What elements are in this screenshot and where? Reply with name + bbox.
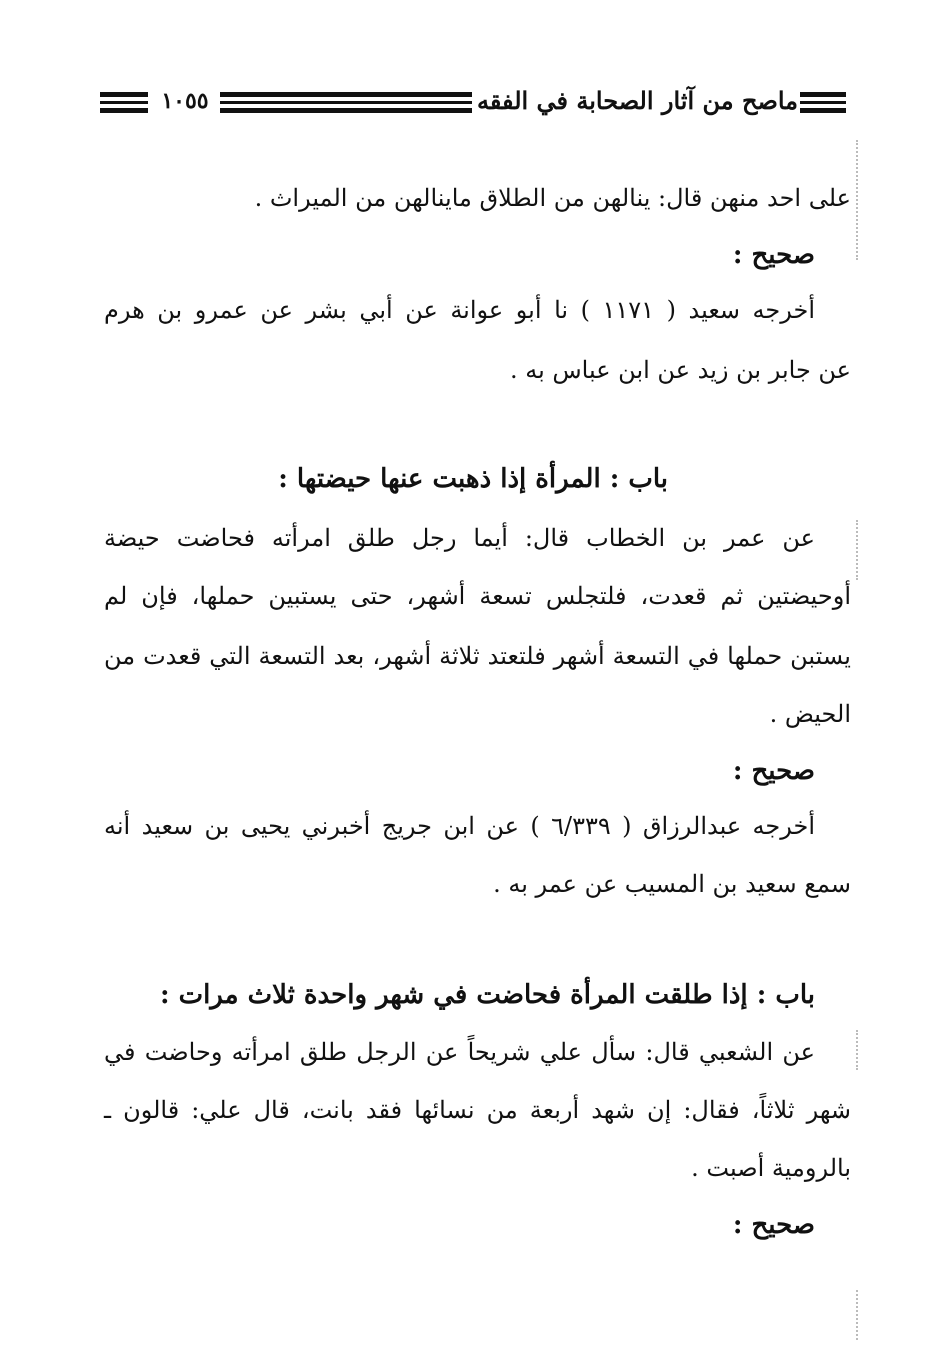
margin-marks [854, 1290, 858, 1340]
section-title: باب : إذا طلقت المرأة فحاضت في شهر واحدة ثلاث مرات : [159, 980, 815, 1010]
section-title: باب : المرأة إذا ذهبت عنها حيضتها : [278, 464, 668, 494]
text-line: على احد منهن قال: يناله‍ن من الطلاق ماينالهن من الميراث . [254, 184, 851, 212]
page-number: ١٠٥٥ [161, 88, 209, 114]
margin-marks [854, 520, 858, 580]
text-line: الحيض . [769, 700, 851, 728]
text-line: عن الشعبي قال: سأل علي شريحاً عن الرجل طلق امرأته وحاضت في [104, 1038, 815, 1066]
text-line: يستبن حملها في التسعة أشهر فلتعتد ثلاثة أشهر، بعد التسعة التي قعدت من [104, 642, 851, 670]
text-line: عن عمر بن الخطاب قال: أيما رجل طلق امرأته فحاضت حيضة [104, 524, 815, 552]
margin-marks [854, 140, 858, 260]
text-line: أوحيضتين ثم قعدت، فلتجلس تسعة أشهر، حتى يستبين حملها، فإن لم [104, 582, 851, 610]
grading-label: صحيح : [732, 756, 815, 786]
header-rule-right [800, 92, 846, 118]
running-title: ماصح من آثار الصحابة في الفقه [477, 86, 798, 115]
source-line: أخرجه عبدالرزاق ( ٦/٣٣٩ ) عن ابن جريج أخبرني يحيى بن سعيد أنه [104, 812, 815, 840]
source-line: سمع سعيد بن المسيب عن عمر به . [493, 870, 851, 898]
grading-label: صحيح : [732, 240, 815, 270]
grading-label: صحيح : [732, 1210, 815, 1240]
source-line: أخرجه سعيد ( ١١٧١ ) نا أبو عوانة عن أبي بشر عن عمرو بن هرم [104, 296, 815, 324]
text-line: بالرومية أصبت . [691, 1154, 851, 1182]
margin-marks [854, 1030, 858, 1070]
header-rule-middle [220, 92, 472, 118]
running-header [100, 84, 848, 124]
source-line: عن جابر بن زيد عن ابن عباس به . [509, 356, 851, 384]
header-rule-left [100, 92, 148, 118]
text-line: شهر ثلاثاً، فقال: إن شهد أربعة من نسائها فقد بانت، قال علي: قالون ـ [104, 1096, 851, 1124]
